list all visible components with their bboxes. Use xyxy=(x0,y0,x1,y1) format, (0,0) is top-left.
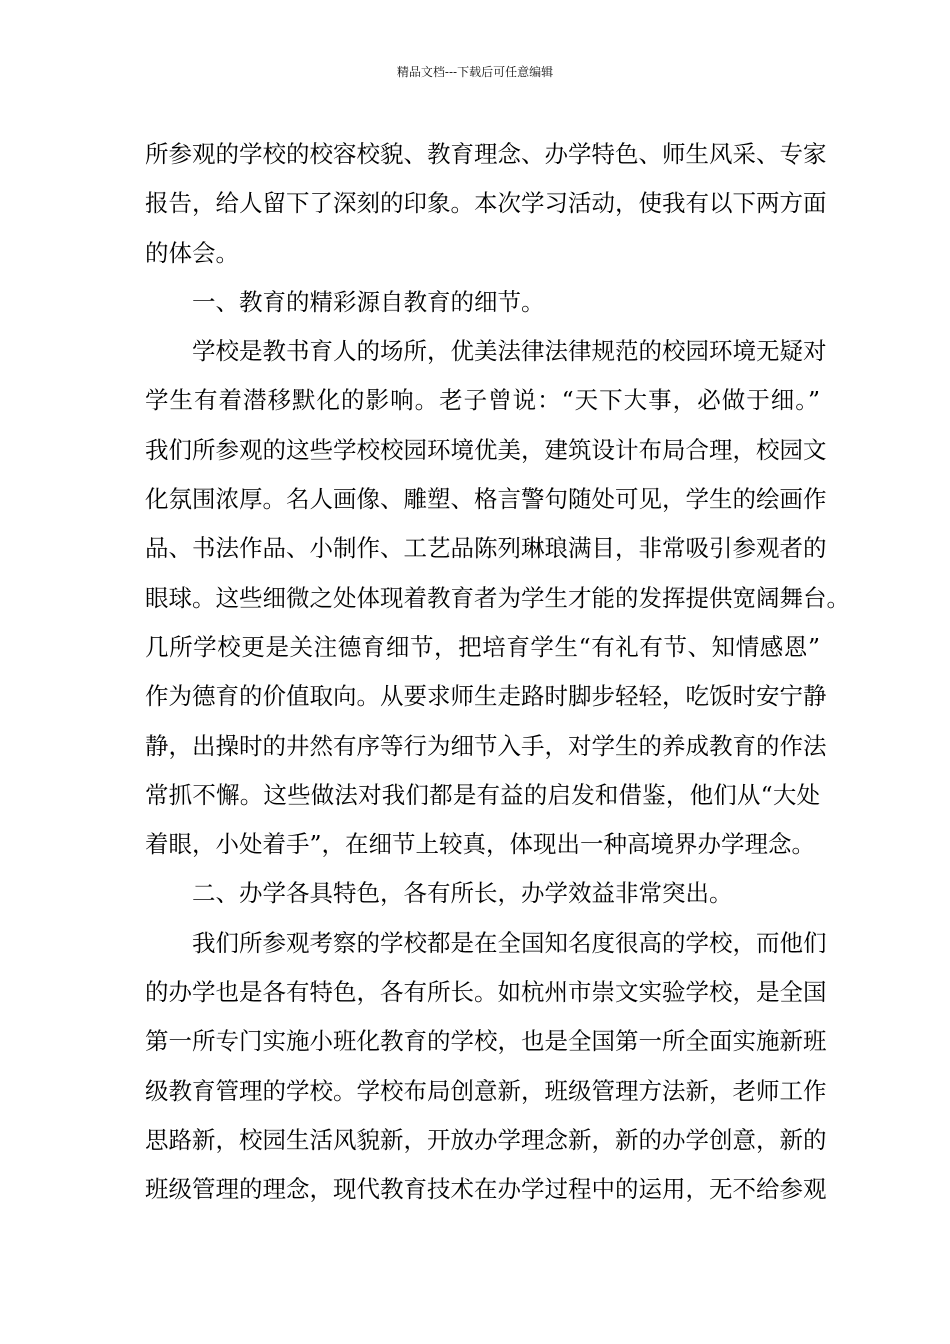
text-line: 思路新，校园生活风貌新，开放办学理念新，新的办学创意，新的 xyxy=(145,1125,827,1154)
document-body xyxy=(145,130,850,1215)
text-line: 学生有着潜移默化的影响。老子曾说：“天下大事，必做于细。” xyxy=(145,386,820,415)
text-line: 第一所专门实施小班化教育的学校，也是全国第一所全面实施新班 xyxy=(145,1027,827,1056)
text-line: 的办学也是各有特色，各有所长。如杭州市崇文实验学校，是全国 xyxy=(145,978,827,1007)
text-line: 我们所参观的这些学校校园环境优美，建筑设计布局合理，校园文 xyxy=(145,435,827,464)
text-line: 作为德育的价值取向。从要求师生走路时脚步轻轻，吃饭时安宁静 xyxy=(145,682,827,711)
text-line: 化氛围浓厚。名人画像、雕塑、格言警句随处可见，学生的绘画作 xyxy=(145,485,827,514)
text-line: 班级管理的理念，现代教育技术在办学过程中的运用，无不给参观 xyxy=(145,1175,827,1204)
text-line: 报告，给人留下了深刻的印象。本次学习活动，使我有以下两方面 xyxy=(145,189,827,218)
text-line: 学校是教书育人的场所，优美法律法律规范的校园环境无疑对 xyxy=(192,337,827,366)
page-header: 精品文档---下载后可任意编辑 xyxy=(396,65,554,79)
text-line: 我们所参观考察的学校都是在全国知名度很高的学校，而他们 xyxy=(192,928,827,957)
text-line: 的体会。 xyxy=(145,238,239,267)
text-line: 着眼，小处着手”，在细节上较真，体现出一种高境界办学理念。 xyxy=(145,830,816,859)
text-line: 眼球。这些细微之处体现着教育者为学生才能的发挥提供宽阔舞台。 xyxy=(145,583,850,612)
section-heading: 二、办学各具特色，各有所长，办学效益非常突出。 xyxy=(192,879,733,908)
text-line: 所参观的学校的校容校貌、教育理念、办学特色、师生风采、专家 xyxy=(145,140,827,168)
section-heading: 一、教育的精彩源自教育的细节。 xyxy=(192,287,545,316)
text-line: 品、书法作品、小制作、工艺品陈列琳琅满目，非常吸引参观者的 xyxy=(145,534,827,563)
text-line: 几所学校更是关注德育细节，把培育学生“有礼有节、知情感恩” xyxy=(145,632,820,661)
text-line: 级教育管理的学校。学校布局创意新，班级管理方法新，老师工作 xyxy=(145,1076,827,1105)
text-line: 静，出操时的井然有序等行为细节入手，对学生的养成教育的作法 xyxy=(145,731,827,760)
text-line: 常抓不懈。这些做法对我们都是有益的启发和借鉴，他们从“大处 xyxy=(145,780,820,809)
